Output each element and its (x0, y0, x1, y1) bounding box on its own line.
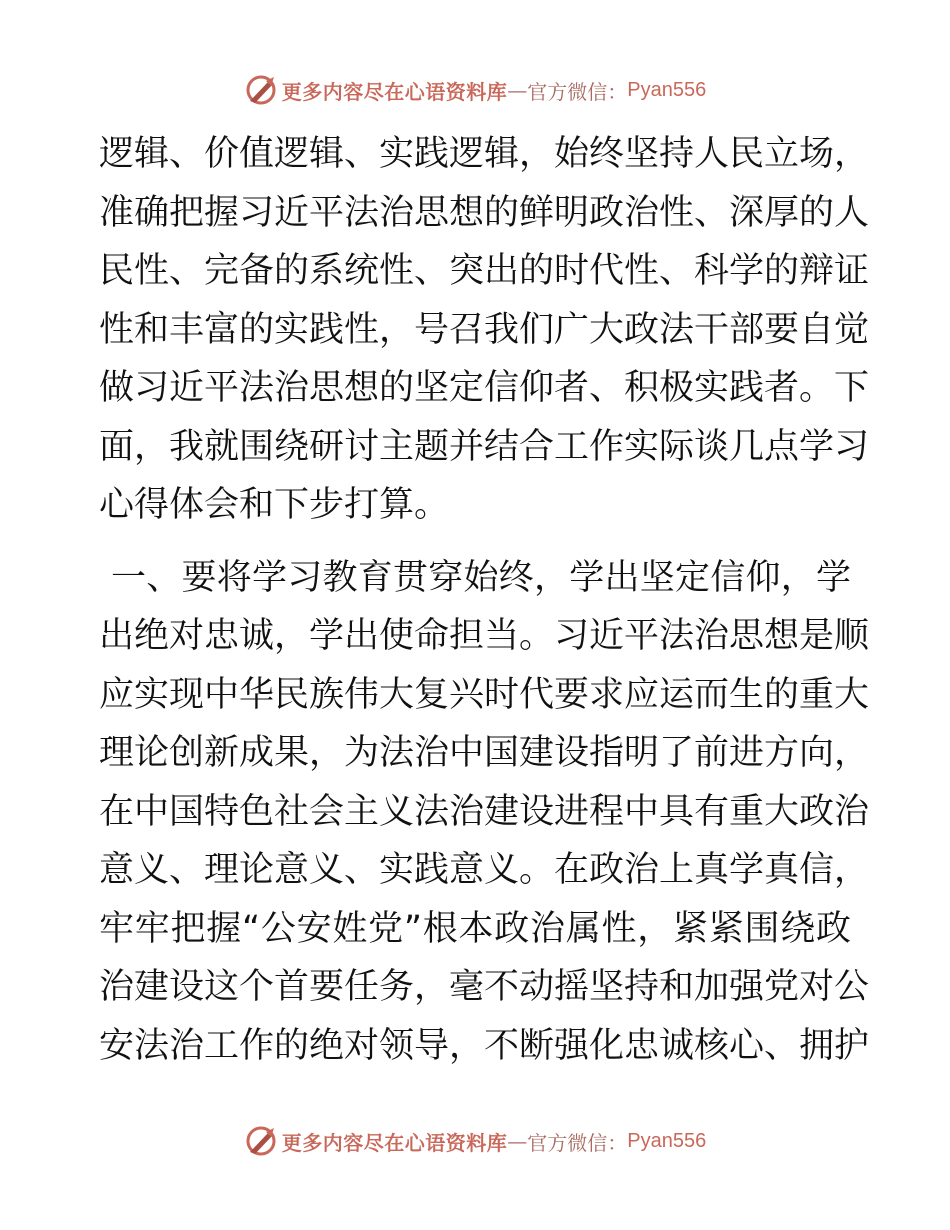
header-watermark (0, 73, 950, 107)
text-line: 逻辑、价值逻辑、实践逻辑，始终坚持人民立场， (99, 134, 870, 174)
pen-logo-icon (244, 73, 278, 107)
paragraph-gap (99, 535, 851, 549)
text-line: 治建设这个首要任务，毫不动摇坚持和加强党对公 (99, 967, 870, 1007)
watermark-wechat-id: Pyan556 (627, 78, 707, 101)
text-line: 牢牢把握“公安姓党”根本政治属性，紧紧围绕政 (99, 908, 851, 949)
text-line: 面，我就围绕研讨主题并结合工作实际谈几点学习 (99, 426, 870, 467)
text-line: 出绝对忠诚，学出使命担当。习近平法治思想是顺 (99, 616, 870, 656)
text-line: 理论创新成果，为法治中国建设指明了前进方向， (99, 733, 870, 773)
text-line: 做习近平法治思想的坚定信仰者、积极实践者。下 (99, 368, 870, 408)
text-line: 性和丰富的实践性，号召我们广大政法干部要自觉 (99, 309, 870, 350)
watermark-wechat-label: 官方微信： (527, 79, 628, 104)
text-line: 民性、完备的系统性、突出的时代性、科学的辩证 (99, 251, 870, 291)
pen-logo-icon (244, 1124, 278, 1158)
text-line: 一、要将学习教育贯穿始终，学出坚定信仰，学 (111, 557, 851, 598)
paragraph (99, 549, 870, 1076)
text-line: 安法治工作的绝对领导，不断强化忠诚核心、拥护 (99, 1025, 870, 1066)
text-line: 准确把握习近平法治思想的鲜明政治性、深厚的人 (99, 192, 870, 233)
watermark-wechat-label: 官方微信： (527, 1130, 628, 1155)
text-line: 心得体会和下步打算。 (99, 485, 450, 525)
watermark-wechat-id: Pyan556 (627, 1129, 707, 1152)
text-line: 意义、理论意义、实践意义。在政治上真学真信， (99, 850, 870, 890)
watermark-site-text: 更多内容尽在心语资料库 (281, 1130, 508, 1155)
watermark-site-text: 更多内容尽在心语资料库 (281, 79, 508, 104)
paragraph (99, 125, 870, 535)
footer-watermark (0, 1124, 950, 1158)
watermark-separator: — (507, 78, 528, 102)
text-line: 在中国特色社会主义法治建设进程中具有重大政治 (99, 791, 870, 832)
document-body (99, 125, 870, 1075)
watermark-separator: — (507, 1129, 528, 1153)
text-line: 应实现中华民族伟大复兴时代要求应运而生的重大 (99, 674, 870, 715)
